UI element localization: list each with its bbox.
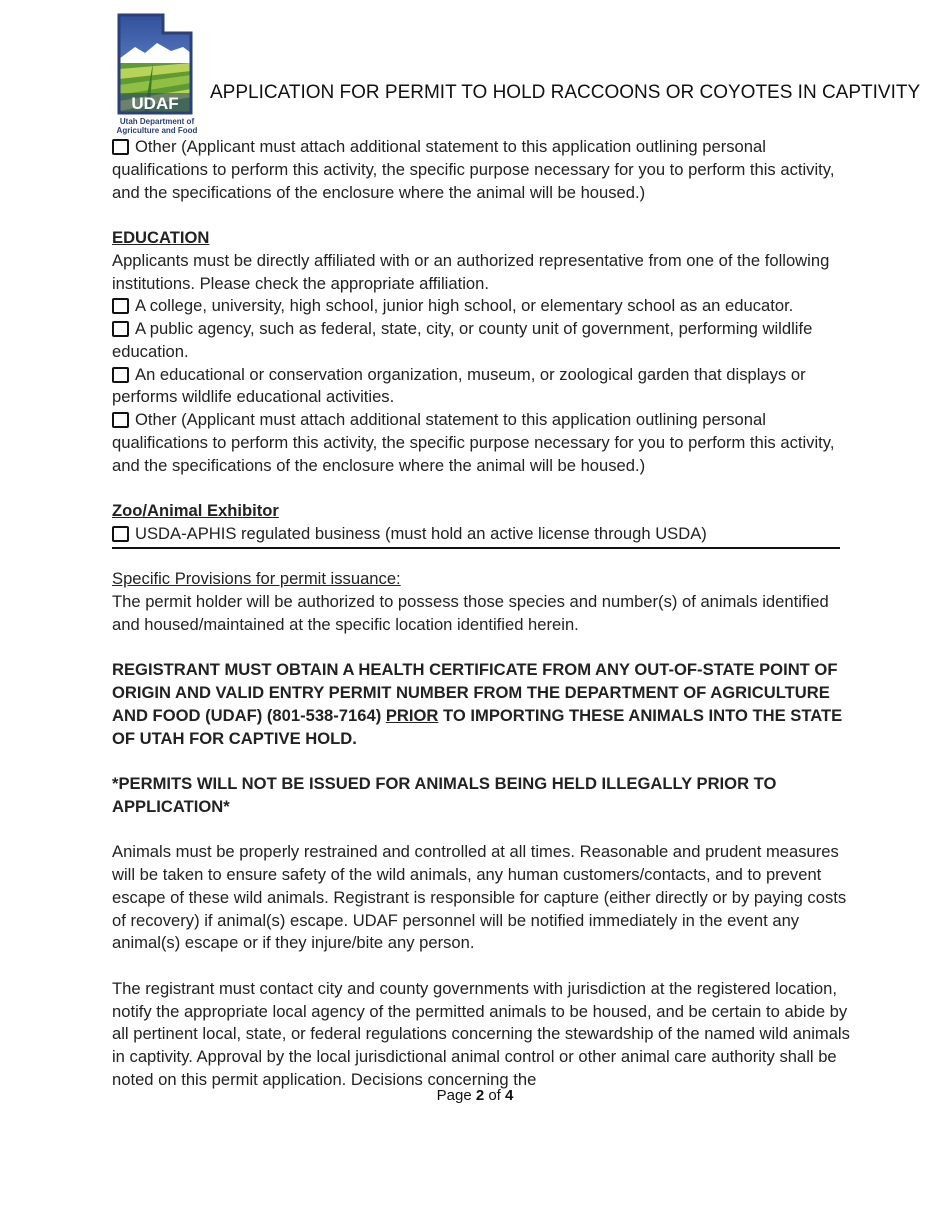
education-other-checkbox[interactable] bbox=[112, 412, 129, 428]
education-option-public-agency: A public agency, such as federal, state, city, or county unit of government, performing wildlife education. bbox=[112, 319, 813, 361]
other-option-top: Other (Applicant must attach additional statement to this application outlining personal qualifications to perform this activity, the specific purpose necessary for you to perform this activity, and the specifications of the enclosure where the animal will be housed.) bbox=[112, 137, 835, 202]
zoo-option-usda: USDA-APHIS regulated business (must hold an active license through USDA) bbox=[112, 523, 852, 546]
school-checkbox[interactable] bbox=[112, 298, 129, 314]
education-heading: EDUCATION bbox=[112, 228, 210, 247]
zoo-heading: Zoo/Animal Exhibitor bbox=[112, 501, 279, 520]
education-option-school: A college, university, high school, junior high school, or elementary school as an educator. bbox=[112, 295, 852, 318]
other-checkbox-top[interactable] bbox=[112, 139, 129, 155]
page-number: Page 2 of 4 bbox=[436, 1087, 514, 1104]
jurisdiction-paragraph: The registrant must contact city and county governments with jurisdiction at the registered location, notify the appropriate local agency of the permitted animals to be housed, and be certain to abide by all pertinent local, state, or federal regulations concerning the stewardship of the named wild animals in captivity. Approval by the local jurisdictional animal control or other animal care authority shall be noted on this permit application. Decisions concerning the bbox=[112, 978, 850, 1089]
health-certificate-notice: REGISTRANT MUST OBTAIN A HEALTH CERTIFICATE FROM ANY OUT-OF-STATE POINT OF ORIGIN AND VALID ENTRY PERMIT NUMBER FROM THE DEPARTMENT OF AGRICULTURE AND FOOD (UDAF) (801-538-7164) PRIOR TO IMPORTING THESE ANIMALS INTO THE STATE OF UTAH FOR CAPTIVE HOLD. bbox=[112, 660, 843, 748]
section-divider bbox=[112, 547, 840, 549]
provisions-text: The permit holder will be authorized to possess those species and number(s) of animals identified and housed/maintained at the specific location identified herein. bbox=[112, 592, 829, 634]
logo-caption: Utah Department of Agriculture and Food bbox=[116, 117, 198, 135]
logo-text: UDAF bbox=[131, 94, 179, 113]
organization-checkbox[interactable] bbox=[112, 367, 129, 383]
illegal-hold-warning: *PERMITS WILL NOT BE ISSUED FOR ANIMALS BEING HELD ILLEGALLY PRIOR TO APPLICATION* bbox=[112, 774, 777, 816]
restraint-paragraph: Animals must be properly restrained and controlled at all times. Reasonable and prudent measures will be taken to ensure safety of the wild animals, any human customers/contacts, and to prevent escape of these wild animals. Registrant is responsible for capture (either directly or by paying costs of recovery) if animal(s) escape. UDAF personnel will be notified immediately in the event any animal(s) escape or if they injure/bite any person. bbox=[112, 842, 847, 953]
education-option-other: Other (Applicant must attach additional statement to this application outlining personal qualifications to perform this activity, the specific purpose necessary for you to perform this activity, and the specifications of the enclosure where the animal will be housed.) bbox=[112, 410, 835, 475]
usda-checkbox[interactable] bbox=[112, 526, 129, 542]
form-body bbox=[112, 136, 852, 1092]
provisions-heading: Specific Provisions for permit issuance: bbox=[112, 569, 401, 589]
education-intro: Applicants must be directly affiliated with or an authorized representative from one of the following institutions. Please check the appropriate affiliation. bbox=[112, 250, 830, 293]
utah-state-icon bbox=[113, 13, 201, 117]
document-title: APPLICATION FOR PERMIT TO HOLD RACCOONS OR COYOTES IN CAPTIVITY bbox=[210, 82, 921, 103]
public-agency-checkbox[interactable] bbox=[112, 321, 129, 337]
prior-emphasis: PRIOR bbox=[385, 705, 439, 725]
education-option-organization: An educational or conservation organization, museum, or zoological garden that displays or performs wildlife educational activities. bbox=[112, 364, 806, 407]
udaf-logo bbox=[113, 13, 201, 135]
